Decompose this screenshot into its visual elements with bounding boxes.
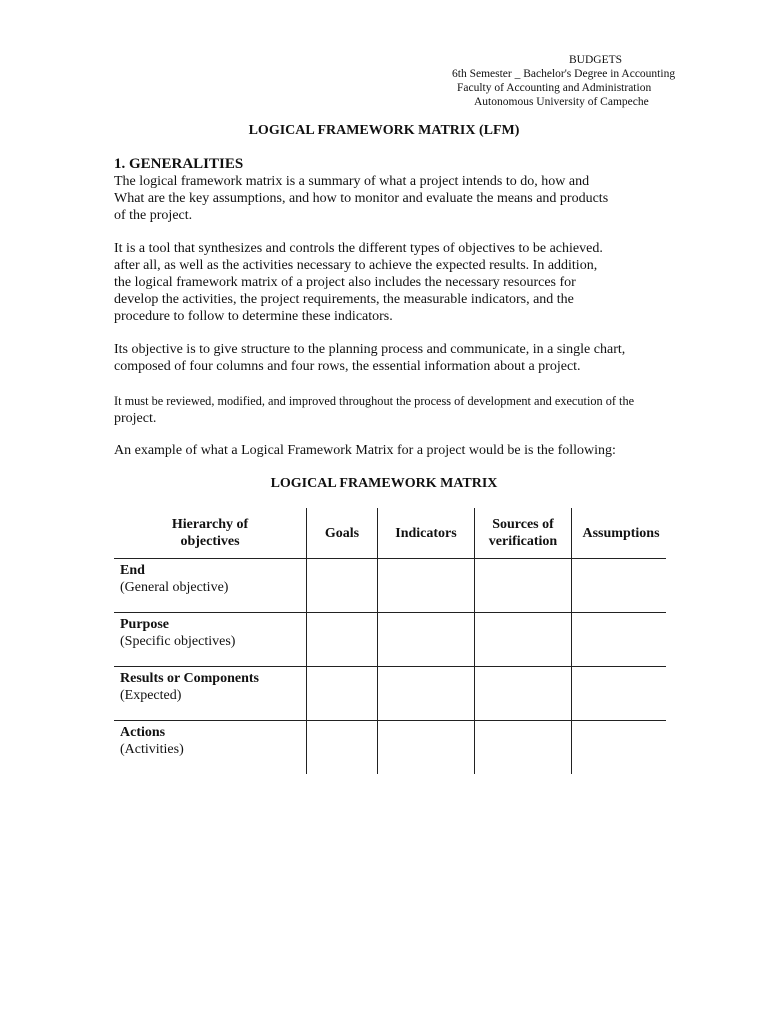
cell-sources: [475, 721, 572, 775]
logical-framework-table: [114, 508, 666, 774]
cell-indicators: [378, 667, 475, 721]
header-goals: Goals: [307, 508, 378, 559]
table-row: [114, 559, 666, 613]
table-row: [114, 613, 666, 667]
paragraph-objective: [114, 341, 670, 375]
paragraph-line: It must be reviewed, modified, and improved throughout the process of development and execution of the: [114, 394, 635, 408]
paragraph-line: It is a tool that synthesizes and controls the different types of objectives to be achieved.: [114, 241, 603, 256]
cell-assumptions: [572, 667, 667, 721]
cell-goals: [307, 559, 378, 613]
paragraph-line: develop the activities, the project requirements, the measurable indicators, and the: [114, 292, 574, 307]
row-label-end: [114, 559, 307, 613]
row-sublabel: (Activities): [120, 742, 184, 757]
header-sources-line: verification: [488, 534, 558, 549]
header-assumptions: Assumptions: [572, 508, 667, 559]
cell-goals: [307, 721, 378, 775]
paragraph-review: [114, 393, 694, 427]
paragraph-summary: [114, 173, 642, 224]
cell-indicators: [378, 721, 475, 775]
matrix-title: LOGICAL FRAMEWORK MATRIX: [270, 476, 498, 491]
row-label: Purpose: [120, 617, 169, 632]
row-label-purpose: [114, 613, 307, 667]
header-semester: 6th Semester _ Bachelor's Degree in Accounting: [452, 68, 676, 80]
cell-sources: [475, 559, 572, 613]
paragraph-example-intro: An example of what a Logical Framework Matrix for a project would be is the following:: [114, 443, 616, 458]
cell-assumptions: [572, 559, 667, 613]
table-row: [114, 721, 666, 775]
cell-assumptions: [572, 721, 667, 775]
row-sublabel: (Expected): [120, 688, 182, 703]
header-university: Autonomous University of Campeche: [474, 96, 649, 108]
table-row: [114, 667, 666, 721]
header-sources: [475, 508, 572, 559]
row-sublabel: (Specific objectives): [120, 634, 236, 649]
cell-sources: [475, 613, 572, 667]
paragraph-line: project.: [114, 411, 157, 426]
paragraph-line: after all, as well as the activities necessary to achieve the expected results. In addition,: [114, 258, 598, 273]
table-header-row: [114, 508, 666, 559]
row-label: End: [120, 563, 145, 578]
cell-indicators: [378, 559, 475, 613]
header-hierarchy-line: objectives: [180, 534, 240, 549]
paragraph-line: of the project.: [114, 208, 193, 223]
document-title: LOGICAL FRAMEWORK MATRIX (LFM): [248, 123, 520, 138]
row-label-results: [114, 667, 307, 721]
paragraph-line: procedure to follow to determine these indicators.: [114, 309, 393, 324]
section-heading: 1. GENERALITIES: [114, 156, 244, 172]
paragraph-line: the logical framework matrix of a project also includes the necessary resources for: [114, 275, 576, 290]
row-label: Actions: [120, 725, 166, 740]
header-indicators: Indicators: [378, 508, 475, 559]
header-hierarchy-line: Hierarchy of: [171, 517, 249, 532]
paragraph-line: The logical framework matrix is a summary of what a project intends to do, how and: [114, 174, 590, 189]
row-sublabel: (General objective): [120, 580, 229, 595]
header-course-name: BUDGETS: [569, 54, 623, 66]
paragraph-line: composed of four columns and four rows, the essential information about a project.: [114, 359, 581, 374]
cell-indicators: [378, 613, 475, 667]
paragraph-tool: [114, 240, 642, 325]
header-sources-line: Sources of: [492, 517, 554, 532]
cell-goals: [307, 613, 378, 667]
cell-goals: [307, 667, 378, 721]
header-hierarchy: [114, 508, 307, 559]
row-label-actions: [114, 721, 307, 775]
cell-assumptions: [572, 613, 667, 667]
paragraph-line: Its objective is to give structure to the planning process and communicate, in a single chart,: [114, 342, 626, 357]
cell-sources: [475, 667, 572, 721]
paragraph-line: What are the key assumptions, and how to monitor and evaluate the means and products: [114, 191, 609, 206]
header-faculty: Faculty of Accounting and Administration: [457, 82, 652, 94]
row-label: Results or Components: [120, 671, 259, 686]
